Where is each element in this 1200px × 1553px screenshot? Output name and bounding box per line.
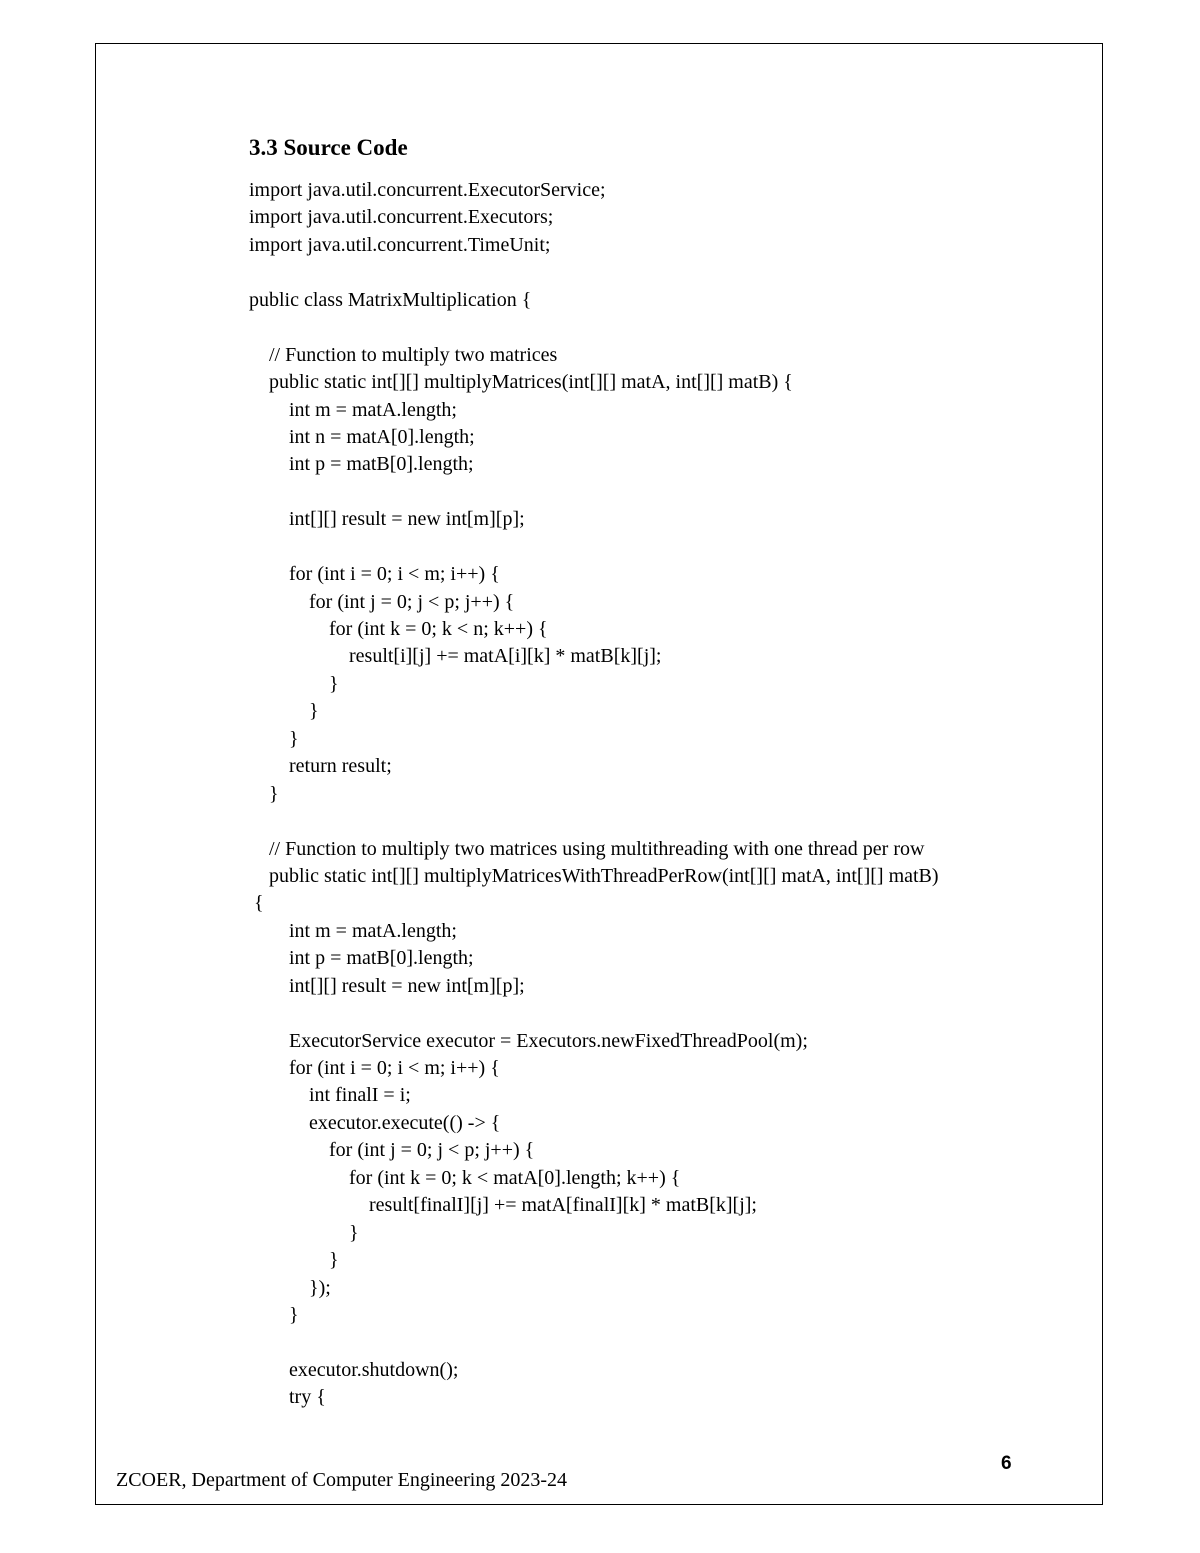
code-line (249, 1000, 939, 1027)
code-line: public static int[][] multiplyMatricesWithThreadPerRow(int[][] matA, int[][] matB) (249, 864, 939, 887)
code-line: result[i][j] += matA[i][k] * matB[k][j]; (249, 645, 662, 668)
code-line: for (int k = 0; k < matA[0].length; k++) { (249, 1166, 681, 1189)
code-line (249, 479, 939, 506)
page-number: 6 (1001, 1453, 1012, 1474)
code-line: } (249, 700, 319, 723)
section-heading: 3.3 Source Code (249, 135, 408, 160)
code-line: public static int[][] multiplyMatrices(int[][] matA, int[][] matB) { (249, 371, 793, 394)
code-line (249, 808, 939, 835)
code-line: for (int j = 0; j < p; j++) { (249, 590, 515, 613)
code-line: executor.execute(() -> { (249, 1111, 501, 1134)
code-line: int m = matA.length; (249, 919, 457, 942)
code-line: import java.util.concurrent.TimeUnit; (249, 233, 551, 256)
source-code-block (249, 177, 939, 1412)
footer-institution: ZCOER, Department of Computer Engineering 2023-24 (116, 1469, 568, 1491)
code-line: // Function to multiply two matrices using multithreading with one thread per row (249, 837, 925, 860)
code-line: }); (249, 1276, 331, 1299)
code-line: int m = matA.length; (249, 398, 457, 421)
code-line: public class MatrixMultiplication { (249, 288, 532, 311)
code-line: int[][] result = new int[m][p]; (249, 508, 525, 531)
code-line: } (249, 1249, 339, 1272)
code-line (249, 534, 939, 561)
code-line: for (int j = 0; j < p; j++) { (249, 1139, 535, 1162)
code-line: int finalI = i; (249, 1084, 411, 1107)
code-line (249, 1329, 939, 1356)
code-line: for (int i = 0; i < m; i++) { (249, 563, 500, 586)
code-line: { (249, 892, 264, 915)
code-line: for (int k = 0; k < n; k++) { (249, 618, 548, 640)
code-line: try { (249, 1386, 326, 1409)
code-line (249, 259, 939, 286)
code-line: import java.util.concurrent.Executors; (249, 206, 554, 229)
code-line: } (249, 727, 299, 750)
code-line: int[][] result = new int[m][p]; (249, 974, 525, 997)
code-line (249, 314, 939, 341)
code-line: int p = matB[0].length; (249, 947, 474, 970)
code-line: import java.util.concurrent.ExecutorService; (249, 179, 606, 201)
code-line: } (249, 1221, 359, 1244)
code-line: ExecutorService executor = Executors.newFixedThreadPool(m); (249, 1029, 808, 1052)
code-line: } (249, 672, 339, 695)
code-line: // Function to multiply two matrices (249, 343, 558, 366)
code-line: result[finalI][j] += matA[finalI][k] * matB[k][j]; (249, 1194, 757, 1217)
code-line: for (int i = 0; i < m; i++) { (249, 1057, 500, 1079)
code-line: } (249, 782, 279, 805)
code-line: int n = matA[0].length; (249, 425, 475, 448)
code-line: executor.shutdown(); (249, 1358, 459, 1381)
code-line: return result; (249, 755, 392, 778)
code-line: } (249, 1303, 299, 1326)
code-line: int p = matB[0].length; (249, 453, 474, 476)
